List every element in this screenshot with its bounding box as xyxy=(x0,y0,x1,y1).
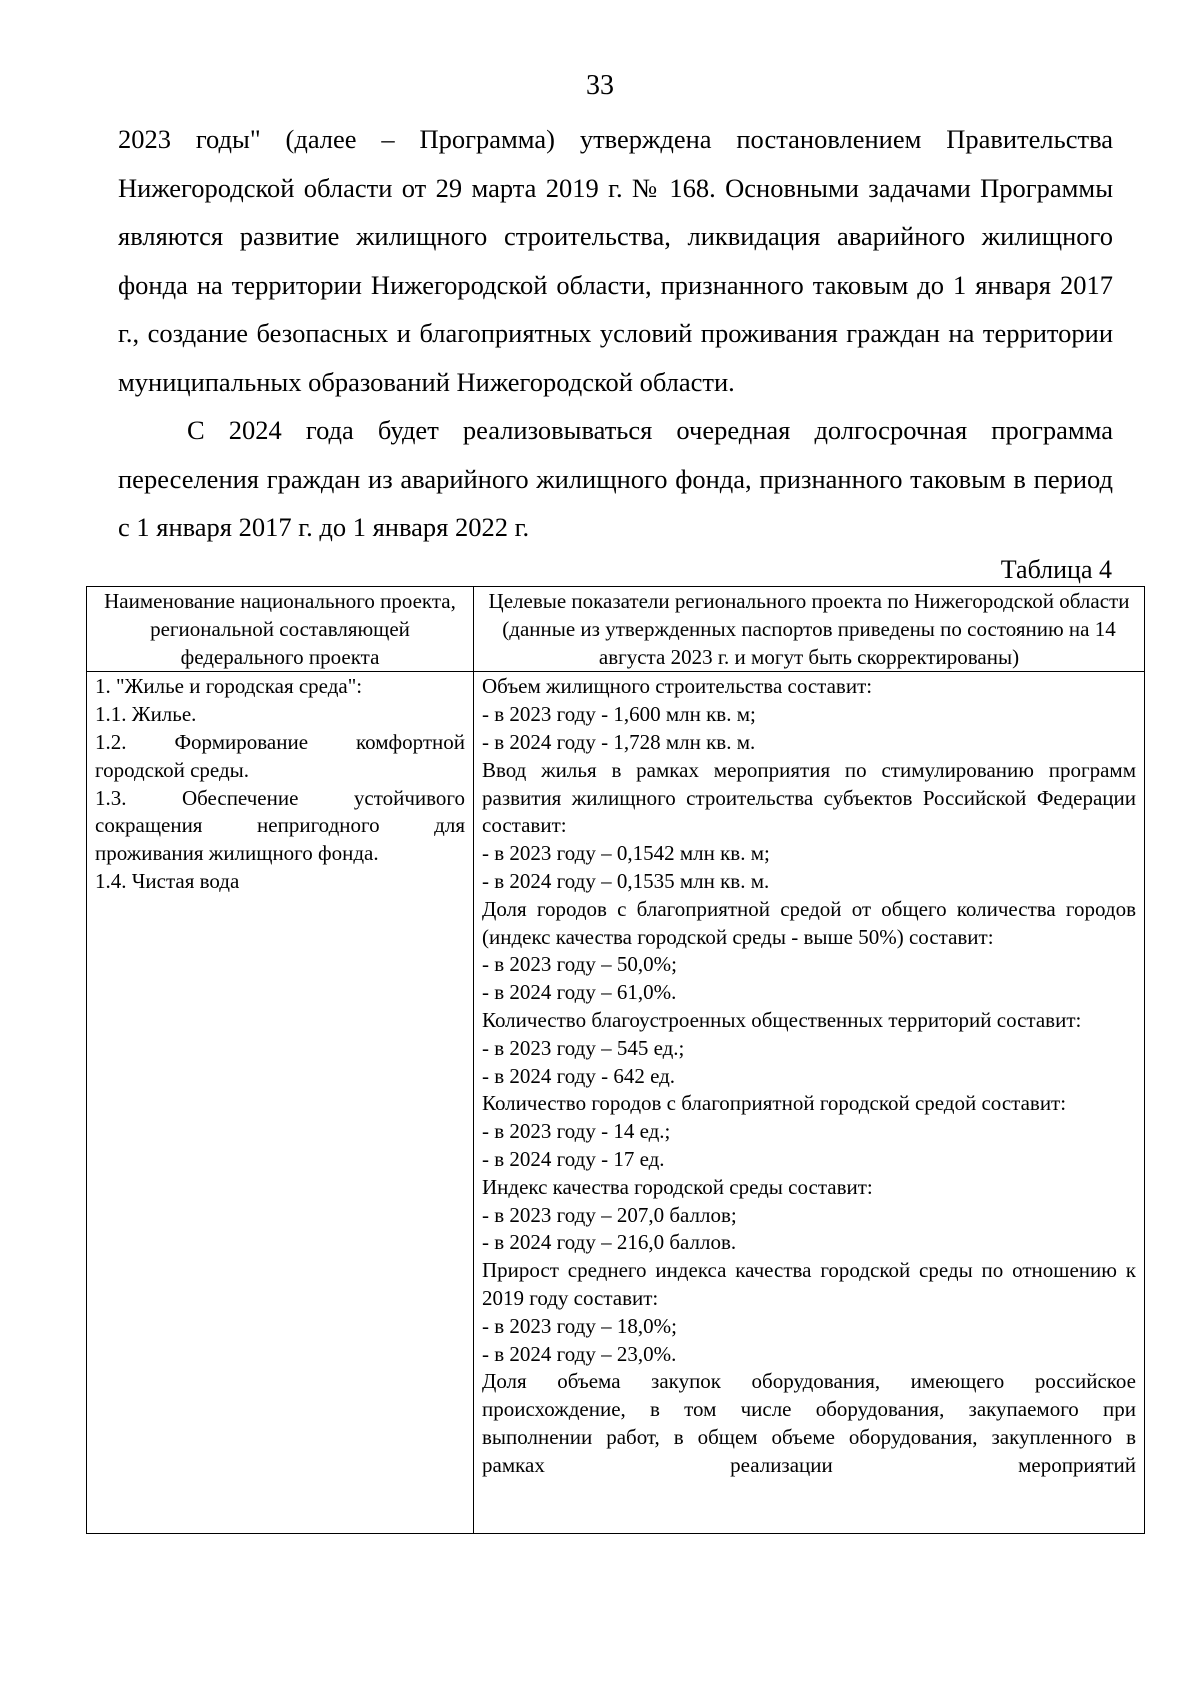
list-item: 1.1. Жилье. xyxy=(95,702,197,727)
list-item: 1. "Жилье и городская среда": xyxy=(95,674,363,699)
indicator-heading: Доля городов с благоприятной средой от общего количества городов (индекс качества городской среды - выше 50%) составит: xyxy=(482,896,1136,949)
list-item: 1.3. Обеспечение устойчивого сокращения непригодного для проживания жилищного фонда. xyxy=(95,785,465,866)
table-header-row xyxy=(87,587,1145,672)
indicators-table xyxy=(86,586,1145,1534)
project-cell xyxy=(87,672,474,1534)
table-caption: Таблица 4 xyxy=(1000,555,1112,584)
indicator-value: - в 2024 году – 23,0%. xyxy=(482,1341,677,1366)
indicator-value: - в 2024 году – 216,0 баллов. xyxy=(482,1230,737,1255)
indicator-heading: Количество городов с благоприятной городской средой составит: xyxy=(482,1091,1067,1116)
table-row xyxy=(87,672,1145,1534)
indicator-heading: Ввод жилья в рамках мероприятия по стимулированию программ развития жилищного строительства субъектов Российской Федерации составит: xyxy=(482,757,1136,838)
indicator-value: - в 2024 году - 1,728 млн кв. м. xyxy=(482,729,756,754)
body-text xyxy=(118,115,1113,552)
indicators-cell xyxy=(474,672,1145,1534)
indicator-value: - в 2024 году - 642 ед. xyxy=(482,1063,676,1088)
list-item: 1.4. Чистая вода xyxy=(95,868,240,893)
indicator-value: - в 2024 году - 17 ед. xyxy=(482,1146,665,1171)
indicator-value: - в 2023 году - 1,600 млн кв. м; xyxy=(482,702,756,727)
paragraph: 2023 годы" (далее – Программа) утверждена постановлением Правительства Нижегородской области от 29 марта 2019 г. № 168. Основными задачами Программы являются развитие жилищного строительства, ликвидация аварийного жилищного фонда на территории Нижегородской области, признанного таковым до 1 января 2017 г., создание безопасных и благоприятных условий проживания граждан на территории муниципальных образований Нижегородской области. xyxy=(118,124,1113,397)
indicator-value: - в 2024 году – 0,1535 млн кв. м. xyxy=(482,868,770,893)
indicator-value: - в 2023 году - 14 ед.; xyxy=(482,1119,671,1144)
page-number: 33 xyxy=(586,70,614,101)
indicator-heading: Индекс качества городской среды составит: xyxy=(482,1174,873,1199)
paragraph: С 2024 года будет реализовываться очередная долгосрочная программа переселения граждан из аварийного жилищного фонда, признанного таковым в период с 1 января 2017 г. до 1 января 2022 г. xyxy=(118,415,1113,542)
indicator-heading: Объем жилищного строительства составит: xyxy=(482,674,873,699)
indicator-value: - в 2024 году – 61,0%. xyxy=(482,980,677,1005)
indicator-value: - в 2023 году – 18,0%; xyxy=(482,1313,677,1338)
indicator-value: - в 2023 году – 0,1542 млн кв. м; xyxy=(482,841,770,866)
column-header-project: Наименование национального проекта, региональной составляющей федерального проекта xyxy=(87,587,474,672)
column-header-indicators: Целевые показатели регионального проекта по Нижегородской области (данные из утвержденных паспортов приведены по состоянию на 14 августа 2023 г. и могут быть скорректированы) xyxy=(474,587,1145,672)
indicator-value: - в 2023 году – 545 ед.; xyxy=(482,1035,685,1060)
indicator-heading: Доля объема закупок оборудования, имеющего российское происхождение, в том числе оборудования, закупаемого при выполнении работ, в общем объеме оборудования, закупленного в рамках реализации мероприятий xyxy=(482,1369,1136,1477)
indicator-heading: Прирост среднего индекса качества городской среды по отношению к 2019 году составит: xyxy=(482,1258,1136,1310)
indicator-value: - в 2023 году – 207,0 баллов; xyxy=(482,1202,737,1227)
indicator-heading: Количество благоустроенных общественных территорий составит: xyxy=(482,1007,1082,1032)
list-item: 1.2. Формирование комфортной городской среды. xyxy=(95,729,465,782)
indicator-value: - в 2023 году – 50,0%; xyxy=(482,952,677,977)
